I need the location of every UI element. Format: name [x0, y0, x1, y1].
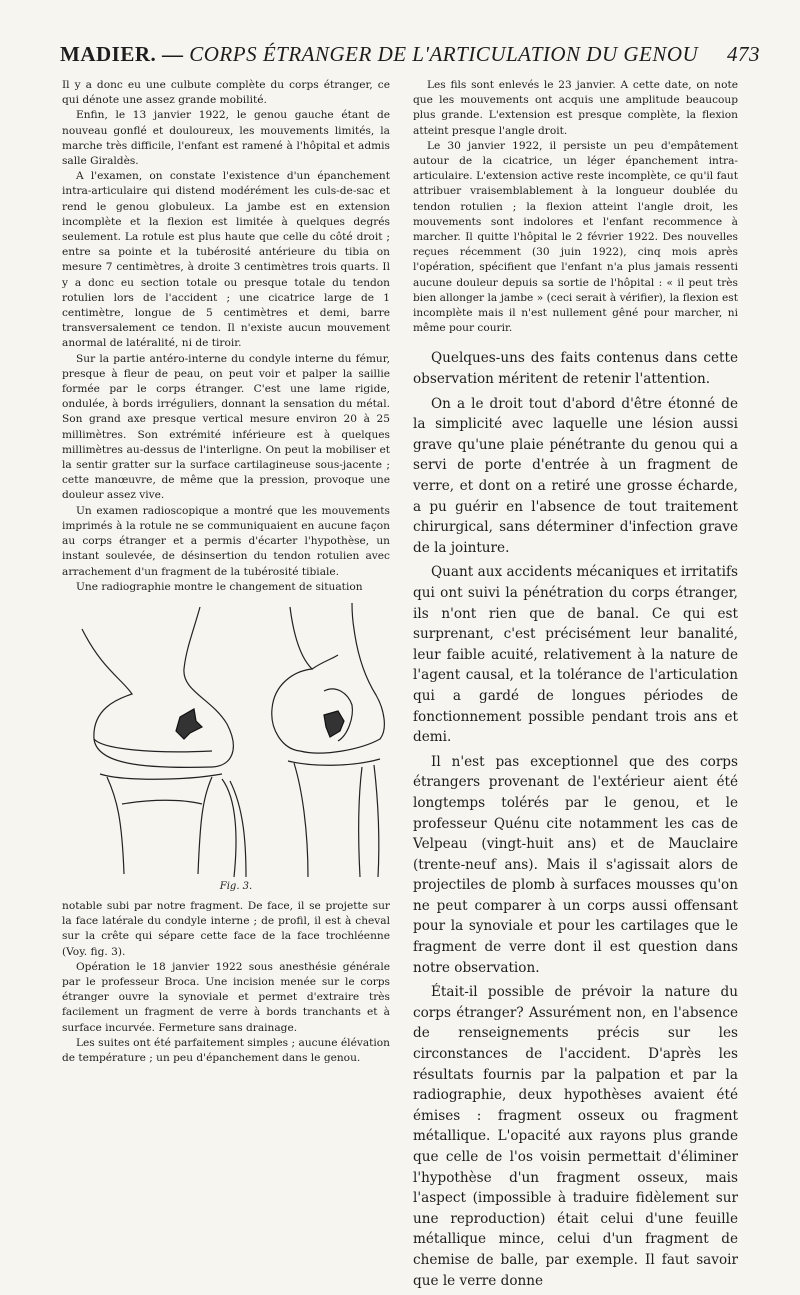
- knee-drawing: [62, 599, 390, 881]
- case-notes: [413, 78, 738, 336]
- header-author: MADIER. —: [60, 42, 184, 66]
- running-header: [60, 42, 760, 67]
- paragraph: A l'examen, on constate l'existence d'un épanchement intra-articulaire qui distend modérément les culs-de-sac et rend le genou globuleux. La jambe est en extension incomplète et la flexion est limitée à quelques degrés seulement. La rotule est plus haute que celle du côté droit ; entre sa pointe et la tubérosité antérieure du tibia on mesure 7 centimètres, à droite 3 centimètres trois quarts. Il y a donc eu section totale ou presque totale du tendon rotulien lors de l'accident ; une cicatrice large de 1 centimètre, longue de 5 centimètres et demi, barre transversalement ce tendon. Il n'existe aucun mouvement anormal de latéralité, ni de tiroir.: [62, 170, 390, 350]
- paragraph: Opération le 18 janvier 1922 sous anesthésie générale par le professeur Broca. Une incision menée sur le corps étranger ouvre la synoviale et permet d'extraire très facilement un fragment de verre à bords tranchants et à surface incurvée. Fermeture sans drainage.: [62, 960, 390, 1034]
- paragraph: Un examen radioscopique a montré que les mouvements imprimés à la rotule ne se communiquaient en aucune façon au corps étranger et a permis d'écarter l'hypothèse, un instant soulevée, de désinsertion du tendon rotulien avec arrachement d'un fragment de la tubérosité tibiale.: [62, 504, 390, 578]
- figure-caption: Fig. 3.: [219, 880, 253, 892]
- paragraph: Était-il possible de prévoir la nature du corps étranger? Assurément non, en l'absence de renseignements précis sur les circonstances de l'accident. D'après les résultats fournis par la palpation et par la radiographie, deux hypothèses avaient été émises : fragment osseux ou fragment métallique. L'opacité aux rayons plus grande que celle de l'os voisin permettait d'éliminer l'hypothèse d'un fragment osseux, mais l'aspect (impossible à traduire fidèlement sur une reproduction) était celui d'une feuille métallique mince, celui d'un fragment de chemise de balle, par exemple. Il faut savoir que le verre donne: [413, 984, 738, 1289]
- paragraph: Quant aux accidents mécaniques et irritatifs qui ont suivi la pénétration du corps étranger, ils n'ont rien que de banal. Ce qui est surprenant, c'est précisément leur banalité, leur faible acuité, relativement à la nature de l'agent causal, et la tolérance de l'articulation qui a gardé de longues périodes de fonctionnement possible pendant trois ans et demi.: [413, 564, 738, 746]
- paragraph: Il n'est pas exceptionnel que des corps étrangers provenant de l'extérieur aient été longtemps tolérés par le genou, et le professeur Quénu cite notamment les cas de Velpeau (vingt-huit ans) et de Mauclaire (trente-neuf ans). Mais il s'agissait alors de projectiles de plomb à surfaces mousses qu'on ne peut comparer à un corps aussi offensant pour la synoviale et pour les cartilages que le fragment de verre dont il est question dans notre observation.: [413, 753, 738, 976]
- right-column: [413, 78, 738, 1295]
- profile-view-knee: [272, 603, 385, 877]
- figure-3: [62, 599, 390, 899]
- paragraph: Il y a donc eu une culbute complète du corps étranger, ce qui dénote une assez grande mobilité.: [62, 79, 390, 107]
- front-view-knee: [82, 607, 246, 877]
- discussion: [413, 348, 738, 1291]
- paragraph: notable subi par notre fragment. De face, il se projette sur la face latérale du condyle interne ; de profil, il est à cheval sur la crête qui sépare cette face de la face trochléenne (Voy. fig. 3).: [62, 899, 390, 958]
- header-title: CORPS ÉTRANGER DE L'ARTICULATION DU GENOU: [189, 42, 699, 66]
- page-number: 473: [727, 42, 760, 66]
- paragraph: Quelques-uns des faits contenus dans cette observation méritent de retenir l'attention.: [413, 350, 738, 388]
- paragraph: Enfin, le 13 janvier 1922, le genou gauche étant de nouveau gonflé et douloureux, les mouvements limités, la marche très difficile, l'enfant est ramené à l'hôpital et admis salle Giraldès.: [62, 109, 390, 168]
- paragraph: Sur la partie antéro-interne du condyle interne du fémur, presque à fleur de peau, on peut voir et palper la saillie formée par le corps étranger. C'est une lame rigide, ondulée, à bords irréguliers, donnant la sensation du métal. Son grand axe presque vertical mesure environ 20 à 25 millimètres. Son extrémité inférieure est à quelques millimètres au-dessus de l'interligne. On peut la mobiliser et la sentir gratter sur la surface cartilagineuse sous-jacente ; cette manœuvre, de même que la pression, provoque une douleur assez vive.: [62, 352, 390, 502]
- paragraph: On a le droit tout d'abord d'être étonné de la simplicité avec laquelle une lésion aussi grave qu'une plaie pénétrante du genou qui a servi de porte d'entrée à un fragment de verre, et dont on a retiré une grosse écharde, a pu guérir en l'absence de tout traitement chirurgical, sans déterminer d'infection grave de la jointure.: [413, 395, 738, 556]
- paragraph: Une radiographie montre le changement de situation: [76, 580, 363, 593]
- paragraph: Les fils sont enlevés le 23 janvier. A cette date, on note que les mouvements ont acquis une amplitude beaucoup plus grande. L'extension est presque complète, la flexion atteint presque l'angle droit.: [413, 79, 738, 137]
- left-column: [62, 78, 390, 1066]
- foreign-body-profile: [324, 711, 344, 737]
- paragraph: Le 30 janvier 1922, il persiste un peu d'empâtement autour de la cicatrice, un léger épanchement intra-articulaire. L'extension active reste incomplète, ce qu'il faut attribuer vraisemblablement à la longueur doublée du tendon rotulien ; la flexion atteint l'angle droit, les mouvements sont indolores et l'enfant recommence à marcher. Il quitte l'hôpital le 2 février 1922. Des nouvelles reçues récemment (30 juin 1922), cinq mois après l'opération, spécifient que l'enfant n'a plus jamais ressenti aucune douleur depuis sa sortie de l'hôpital : « il peut très bien allonger la jambe » (ceci serait à vérifier), la flexion est incomplète mais il n'est nullement gêné pour marcher, ni même pour courir.: [413, 139, 738, 335]
- paragraph: Les suites ont été parfaitement simples ; aucune élévation de température ; un peu d'épanchement dans le genou.: [62, 1036, 390, 1064]
- foreign-body-front: [176, 709, 202, 739]
